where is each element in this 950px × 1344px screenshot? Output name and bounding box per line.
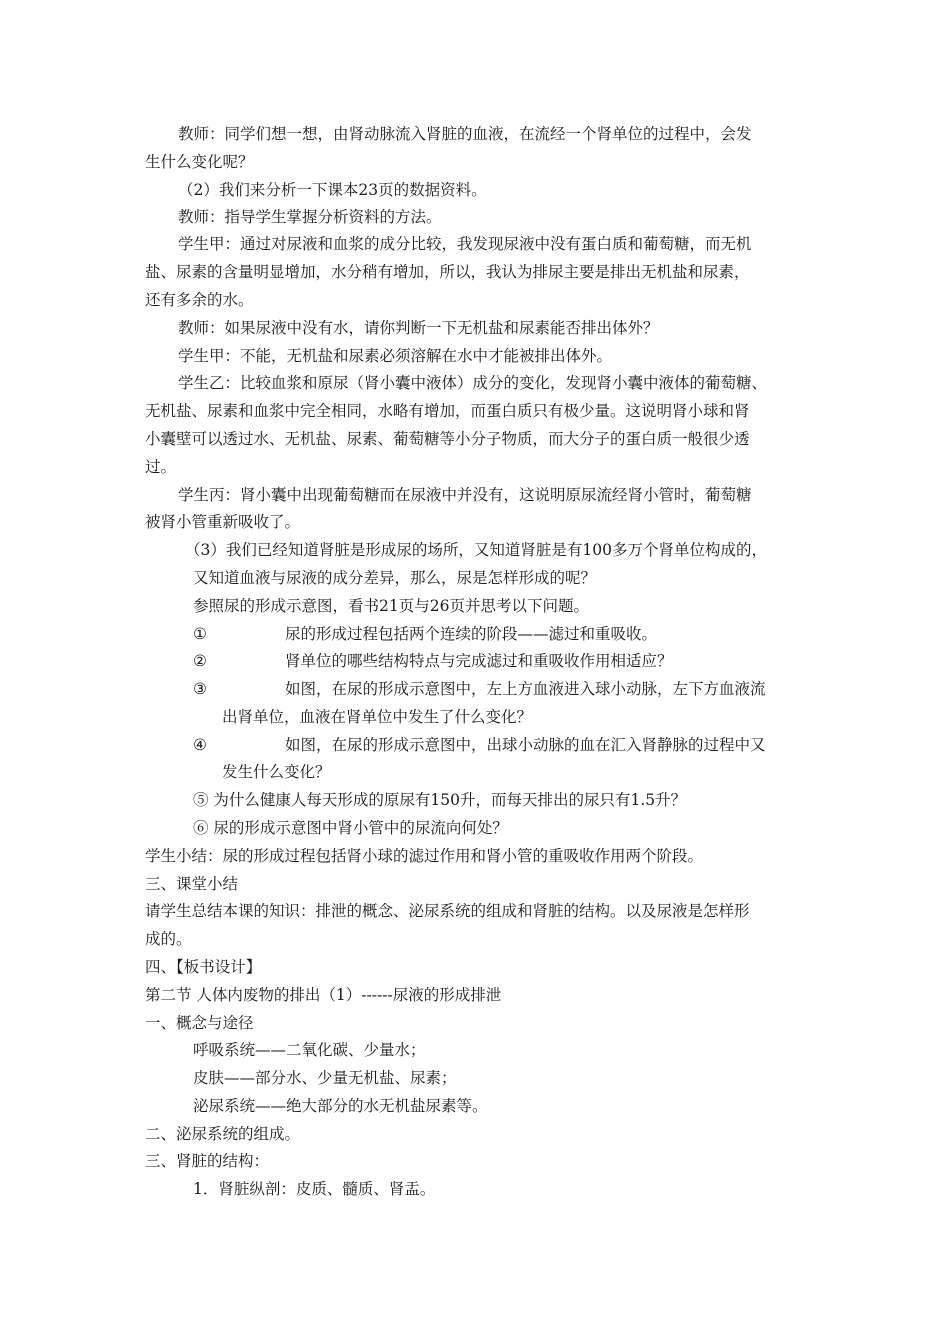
text-line: 成的。: [145, 930, 192, 948]
list-marker: ③: [193, 680, 207, 698]
list-item-text: 出肾单位，血液在肾单位中发生了什么变化？: [222, 708, 533, 726]
section-heading: 四、【板书设计】: [145, 958, 262, 976]
list-item-text: 如图，在尿的形成示意图中，出球小动脉的血在汇入肾静脉的过程中又: [285, 736, 766, 754]
section-heading: 三、课堂小结: [145, 875, 239, 893]
text-line: 教师：如果尿液中没有水，请你判断一下无机盐和尿素能否排出体外？: [178, 319, 659, 337]
text-line: 被肾小管重新吸收了。: [145, 513, 301, 531]
list-item-text: ⑥ 尿的形成示意图中肾小管中的尿流向何处？: [193, 819, 508, 837]
text-line: 还有多余的水。: [145, 291, 254, 309]
section-heading: 一、概念与途径: [145, 1014, 254, 1032]
text-line: 无机盐、尿素和血浆中完全相同，水略有增加，而蛋白质只有极少量。这说明肾小球和肾: [145, 402, 750, 420]
section-heading: 二、泌尿系统的组成。: [145, 1125, 301, 1143]
list-marker: ①: [193, 625, 207, 643]
text-line: 皮肤——部分水、少量无机盐、尿素；: [193, 1069, 457, 1087]
list-item-text: 肾单位的哪些结构特点与完成滤过和重吸收作用相适应？: [285, 652, 673, 670]
text-line: 呼吸系统——二氧化碳、少量水；: [193, 1041, 426, 1059]
list-item-text: 发生什么变化？: [222, 763, 331, 781]
text-line: 学生甲：不能，无机盐和尿素必须溶解在水中才能被排出体外。: [178, 347, 613, 365]
text-line: 生什么变化呢？: [145, 153, 254, 171]
text-line: 学生丙：肾小囊中出现葡萄糖而在尿液中并没有，这说明原尿流经肾小管时，葡萄糖: [178, 486, 752, 504]
list-item-text: 尿的形成过程包括两个连续的阶段——滤过和重吸收。: [285, 625, 658, 643]
text-line: 参照尿的形成示意图，看书21页与26页并思考以下问题。: [193, 597, 589, 615]
list-item-text: ⑤ 为什么健康人每天形成的原尿有150升，而每天排出的尿只有1.5升？: [193, 791, 687, 809]
text-line: 小囊壁可以透过水、无机盐、尿素、葡萄糖等小分子物质，而大分子的蛋白质一般很少透: [145, 430, 750, 448]
text-line: 学生乙：比较血浆和原尿（肾小囊中液体）成分的变化，发现肾小囊中液体的葡萄糖、: [178, 374, 768, 392]
list-marker: ②: [193, 652, 207, 670]
text-line: 盐、尿素的含量明显增加，水分稍有增加，所以，我认为排尿主要是排出无机盐和尿素，: [145, 263, 750, 281]
section-heading: 三、肾脏的结构：: [145, 1152, 270, 1170]
text-line: 请学生总结本课的知识：排泄的概念、泌尿系统的组成和肾脏的结构。以及尿液是怎样形: [145, 902, 750, 920]
text-line: （2）我们来分析一下课本23页的数据资料。: [178, 181, 487, 199]
text-line: 1．肾脏纵剖：皮质、髓质、肾盂。: [193, 1180, 436, 1198]
board-title: 第二节 人体内废物的排出（1）------尿液的形成排泄: [145, 986, 502, 1004]
text-line: 又知道血液与尿液的成分差异，那么，尿是怎样形成的呢？: [193, 569, 597, 587]
text-line: 学生甲：通过对尿液和血浆的成分比较，我发现尿液中没有蛋白质和葡萄糖，而无机: [178, 235, 752, 253]
text-line: 教师：同学们想一想，由肾动脉流入肾脏的血液，在流经一个肾单位的过程中，会发: [178, 125, 752, 143]
text-line: 过。: [145, 458, 177, 476]
list-item-text: 如图，在尿的形成示意图中，左上方血液进入球小动脉，左下方血液流: [285, 680, 766, 698]
list-marker: ④: [193, 736, 207, 754]
text-line: 教师：指导学生掌握分析资料的方法。: [178, 208, 442, 226]
text-line: 学生小结：尿的形成过程包括肾小球的滤过作用和肾小管的重吸收作用两个阶段。: [145, 847, 704, 865]
text-line: （3）我们已经知道肾脏是形成尿的场所，又知道肾脏是有100多万个肾单位构成的，: [185, 541, 767, 559]
text-line: 泌尿系统——绝大部分的水无机盐尿素等。: [193, 1097, 488, 1115]
